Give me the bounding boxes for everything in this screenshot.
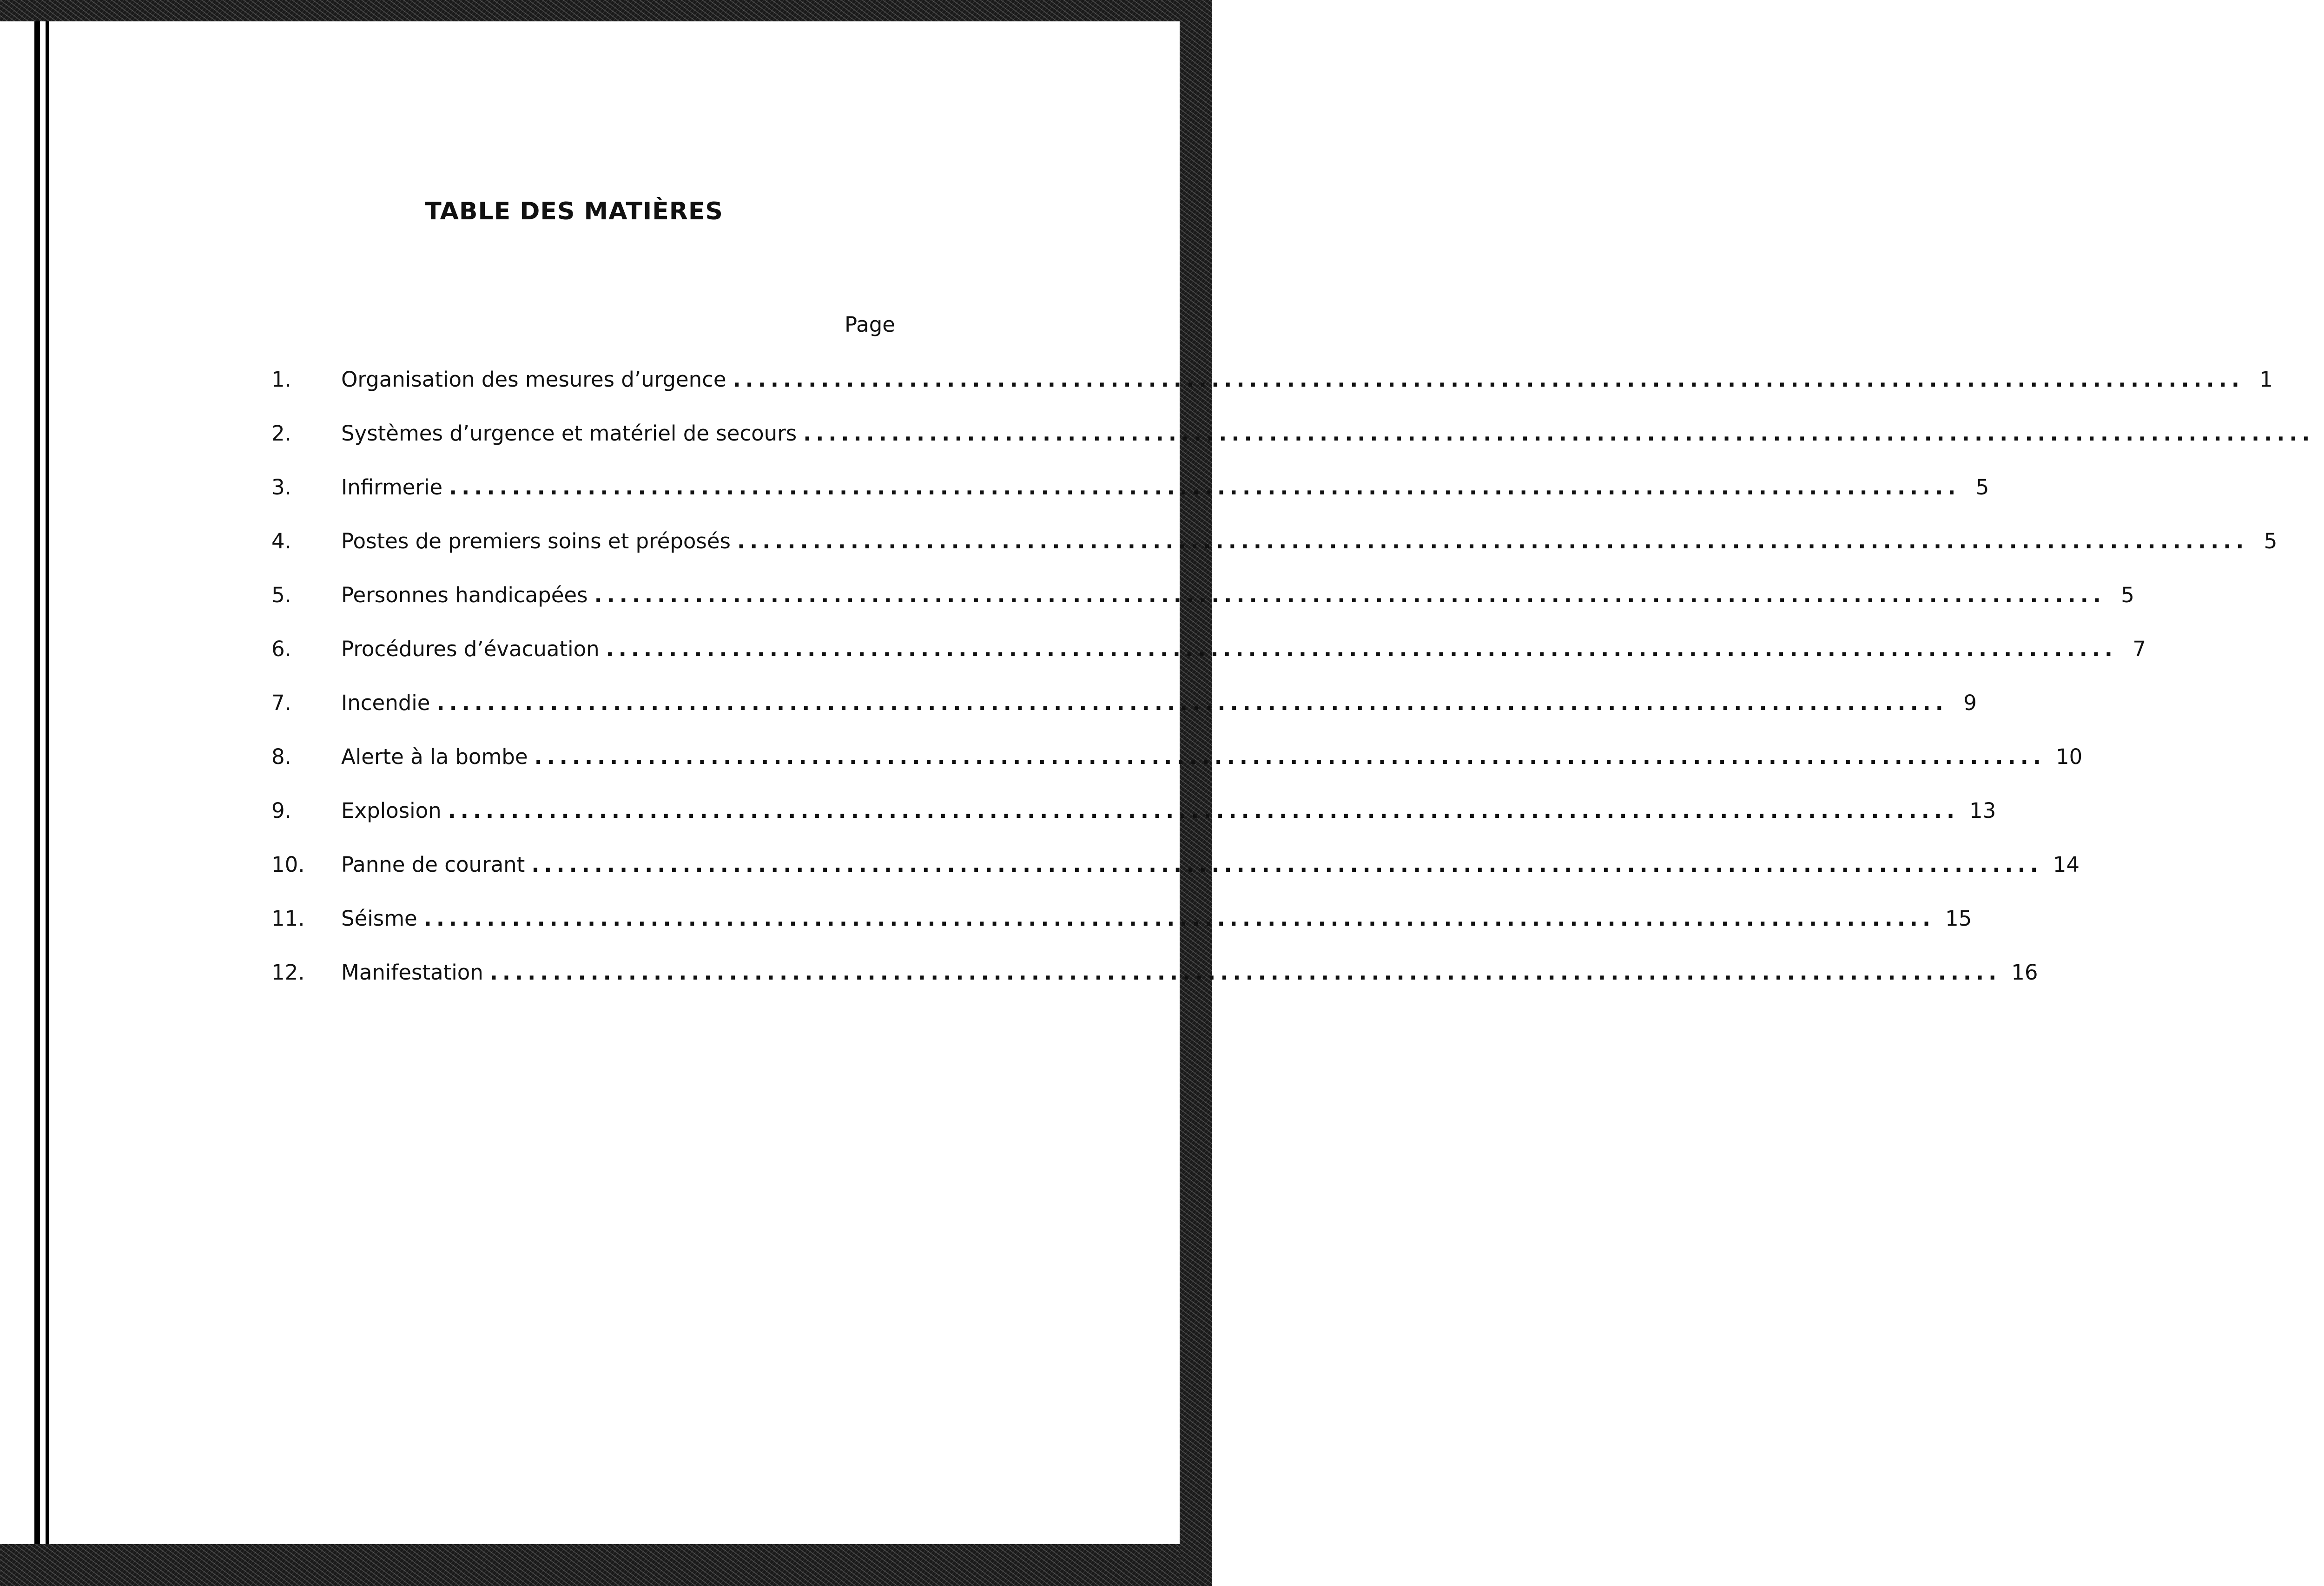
toc-entry-page: 1 xyxy=(2259,367,2273,392)
page-title: TABLE DES MATIÈRES xyxy=(425,197,723,225)
table-of-contents xyxy=(260,367,2315,1014)
toc-entry-page: 7 xyxy=(2133,637,2146,661)
toc-entry-number: 2. xyxy=(271,421,291,446)
toc-entry-number: 5. xyxy=(271,583,291,607)
toc-entry-page: 5 xyxy=(2264,529,2278,553)
dot-leader: ........................................................................................................................ xyxy=(594,583,2106,607)
toc-entry xyxy=(260,637,2146,691)
toc-entry-number: 11. xyxy=(271,906,305,931)
toc-entry-number: 4. xyxy=(271,529,291,553)
dot-leader: ........................................................................................................................ xyxy=(534,744,2046,769)
toc-entry xyxy=(260,744,2083,798)
toc-entry xyxy=(260,421,2315,475)
toc-entry xyxy=(260,906,1972,960)
toc-entry xyxy=(260,583,2134,637)
toc-entry-title: Organisation des mesures d’urgence xyxy=(341,367,726,392)
toc-entry-title: Systèmes d’urgence et matériel de secours xyxy=(341,421,797,446)
toc-entry-title: Explosion xyxy=(341,798,442,823)
toc-entry-page: 14 xyxy=(2053,852,2080,877)
dot-leader: ........................................................................................................................ xyxy=(448,798,1960,823)
dot-leader: ........................................................................................................................ xyxy=(489,960,2001,985)
scan-border-right xyxy=(1180,0,1212,1586)
dot-leader: ........................................................................................................................ xyxy=(737,529,2249,553)
toc-entry-number: 9. xyxy=(271,798,291,823)
dot-leader: ........................................................................................................................ xyxy=(733,367,2244,392)
toc-entry-page: 10 xyxy=(2055,744,2083,769)
dot-leader: ........................................................................................................................ xyxy=(803,421,2315,446)
scan-border-bottom xyxy=(0,1544,1212,1586)
toc-entry xyxy=(260,529,2278,583)
dot-leader: ........................................................................................................................ xyxy=(436,691,1948,715)
toc-entry-page: 16 xyxy=(2011,960,2038,985)
toc-entry-number: 7. xyxy=(271,691,291,715)
toc-entry xyxy=(260,475,1989,529)
toc-entry xyxy=(260,367,2273,421)
binding-line-outer xyxy=(34,21,40,1544)
toc-entry-title: Incendie xyxy=(341,691,430,715)
toc-entry-title: Panne de courant xyxy=(341,852,525,877)
toc-entry-title: Postes de premiers soins et préposés xyxy=(341,529,731,553)
binding-line-inner xyxy=(46,21,49,1544)
toc-entry-title: Séisme xyxy=(341,906,417,931)
toc-entry-number: 1. xyxy=(271,367,291,392)
dot-leader: ........................................................................................................................ xyxy=(606,637,2118,661)
toc-entry-number: 8. xyxy=(271,744,291,769)
toc-entry xyxy=(260,852,2080,906)
toc-entry-number: 12. xyxy=(271,960,305,985)
toc-entry xyxy=(260,798,1996,852)
toc-entry-number: 10. xyxy=(271,852,305,877)
toc-entry-title: Alerte à la bombe xyxy=(341,744,528,769)
toc-entry-number: 6. xyxy=(271,637,291,661)
toc-entry-page: 5 xyxy=(1975,475,1989,500)
toc-entry-title: Infirmerie xyxy=(341,475,443,500)
toc-entry-title: Manifestation xyxy=(341,960,483,985)
toc-entry-page: 13 xyxy=(1969,798,1996,823)
dot-leader: ........................................................................................................................ xyxy=(423,906,1935,931)
toc-entry-page: 5 xyxy=(2121,583,2134,607)
toc-entry-title: Personnes handicapées xyxy=(341,583,588,607)
toc-entry-number: 3. xyxy=(271,475,291,500)
scan-border-top xyxy=(0,0,1212,21)
dot-leader: ........................................................................................................................ xyxy=(449,475,1961,500)
toc-entry xyxy=(260,960,2038,1014)
toc-entry-page: 9 xyxy=(1963,691,1977,715)
dot-leader: ........................................................................................................................ xyxy=(531,852,2043,877)
toc-entry-title: Procédures d’évacuation xyxy=(341,637,600,661)
page-column-header: Page xyxy=(845,312,895,337)
toc-entry xyxy=(260,691,1977,744)
toc-entry-page: 15 xyxy=(1945,906,1972,931)
